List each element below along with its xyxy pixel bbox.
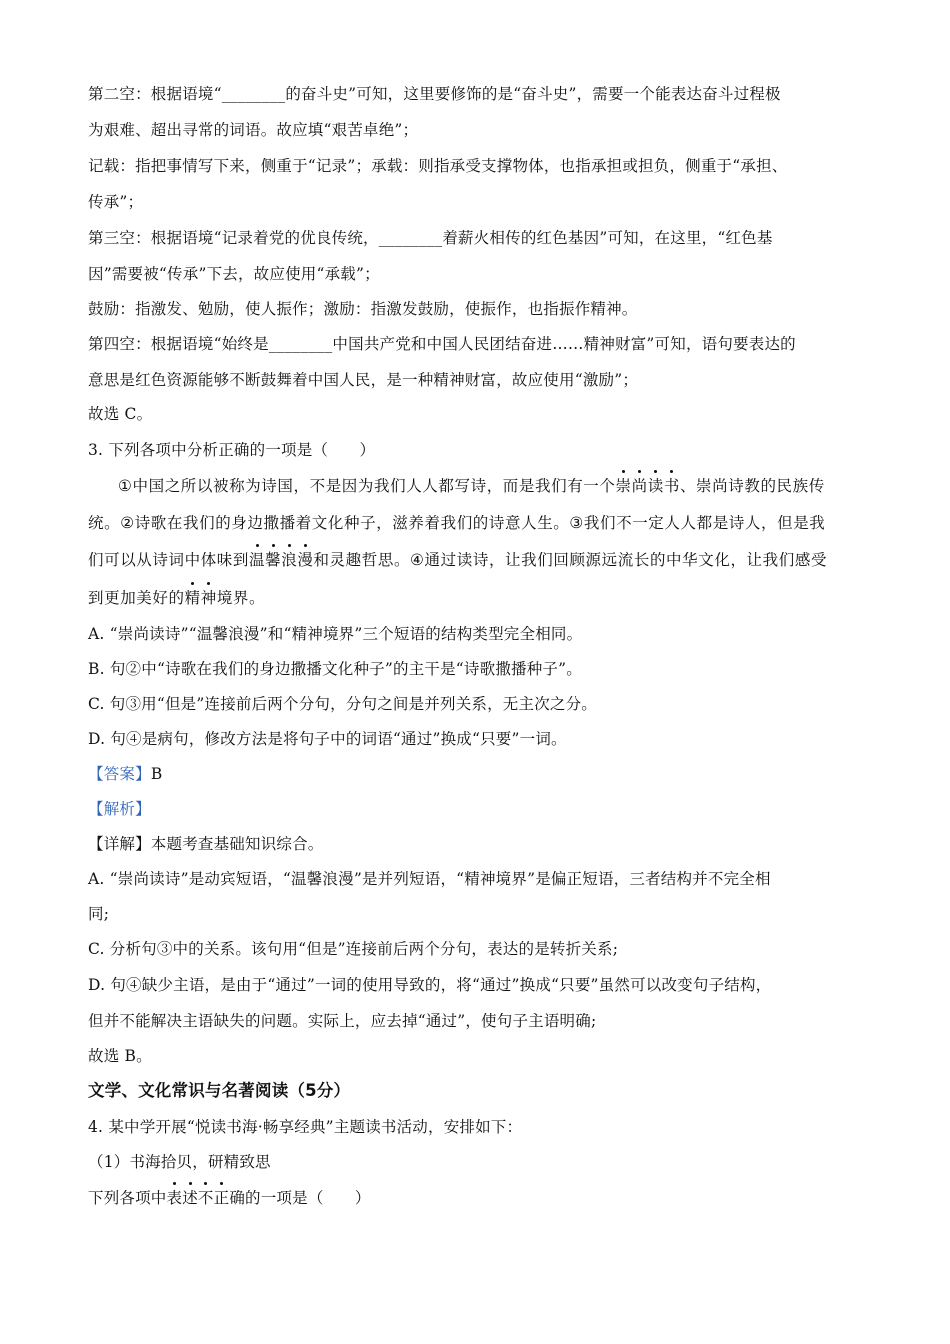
option-d: D. 句④是病句，修改方法是将句子中的词语“通过”换成“只要”一词。 (88, 730, 567, 748)
text-line: 记载：指把事情写下来，侧重于“记录”；承载：则指承受支撑物体，也指承担或担负，侧重于“承担、 (88, 157, 788, 175)
emphasized-text: 崇尚读书 (615, 477, 680, 495)
text-line: 因”需要被“传承”下去，故应使用“承载”； (88, 265, 380, 283)
passage-line: 到更加美好的精神境界。 (88, 589, 266, 607)
explanation-a-cont: 同; (88, 905, 110, 923)
passage-line: ①中国之所以被称为诗国，不是因为我们人人都写诗，而是我们有一个崇尚读书、崇尚诗教的民族传 (118, 477, 825, 495)
explanation-d: D. 句④缺少主语，是由于“通过”一词的使用导致的，将“通过”换成“只要”虽然可以改变句子结构， (88, 976, 772, 994)
answer-tag: 【答案】 (88, 765, 151, 783)
answer-line (88, 764, 868, 784)
explanation-c: C. 分析句③中的关系。该句用“但是”连接前后两个分句，表达的是转折关系; (88, 940, 619, 958)
question-4-sub: （1）书海拾贝，研精致思 (88, 1153, 271, 1171)
text-line: 第三空：根据语境“记录着党的优良传统，________着薪火相传的红色基因”可知，在这里，“红色基 (88, 229, 773, 247)
question-3-title: 3. 下列各项中分析正确的一项是（ ） (88, 441, 376, 459)
passage-line: 们可以从诗词中体味到温馨浪漫和灵趣哲思。④通过读诗，让我们回顾源远流长的中华文化，让我们感受 (88, 551, 828, 569)
text-line: 为艰难、超出寻常的词语。故应填“艰苦卓绝”； (88, 121, 419, 139)
analysis-tag: 【解析】 (88, 800, 151, 818)
text-line: 传承”； (88, 193, 144, 211)
detail-line: 【详解】本题考查基础知识综合。 (88, 835, 324, 853)
emphasized-text: 精神 (184, 589, 217, 607)
text-line: 第四空：根据语境“始终是________中国共产党和中国人民团结奋进……精神财富”可知，语句要表达的 (88, 335, 796, 353)
emphasized-text: 表述不正 (166, 1189, 230, 1207)
option-c: C. 句③用“但是”连接前后两个分句，分句之间是并列关系，无主次之分。 (88, 695, 598, 713)
conclusion-line: 故选 B。 (88, 1047, 152, 1065)
option-a: A. “崇尚读诗”“温馨浪漫”和“精神境界”三个短语的结构类型完全相同。 (88, 625, 583, 643)
explanation-a: A. “崇尚读诗”是动宾短语，“温馨浪漫”是并列短语，“精神境界”是偏正短语，三者结构并不完全相 (88, 870, 771, 888)
text-line: 第二空：根据语境“________的奋斗史”可知，这里要修饰的是“奋斗史”，需要一个能表达奋斗过程极 (88, 85, 781, 103)
answer-value: B (150, 765, 163, 783)
option-b: B. 句②中“诗歌在我们的身边撒播文化种子”的主干是“诗歌撒播种子”。 (88, 660, 582, 678)
explanation-d-cont: 但并不能解决主语缺失的问题。实际上，应去掉“通过”，使句子主语明确; (88, 1012, 597, 1030)
text-line: 故选 C。 (88, 405, 153, 423)
passage-line: 统。②诗歌在我们的身边撒播着文化种子，滋养着我们的诗意人生。③我们不一定人人都是诗人，但是我 (88, 514, 826, 532)
section-heading: 文学、文化常识与名著阅读（5分） (88, 1081, 351, 1100)
text-line: 意思是红色资源能够不断鼓舞着中国人民，是一种精神财富，故应使用“激励”； (88, 371, 639, 389)
question-4-title: 4. 某中学开展“悦读书海·畅享经典”主题读书活动，安排如下： (88, 1118, 523, 1136)
question-4-prompt: 下列各项中表述不正确的一项是（ ） (88, 1189, 371, 1207)
emphasized-text: 温馨浪漫 (249, 551, 314, 569)
text-line: 鼓励：指激发、勉励，使人振作；激励：指激发鼓励，使振作，也指振作精神。 (88, 300, 638, 318)
